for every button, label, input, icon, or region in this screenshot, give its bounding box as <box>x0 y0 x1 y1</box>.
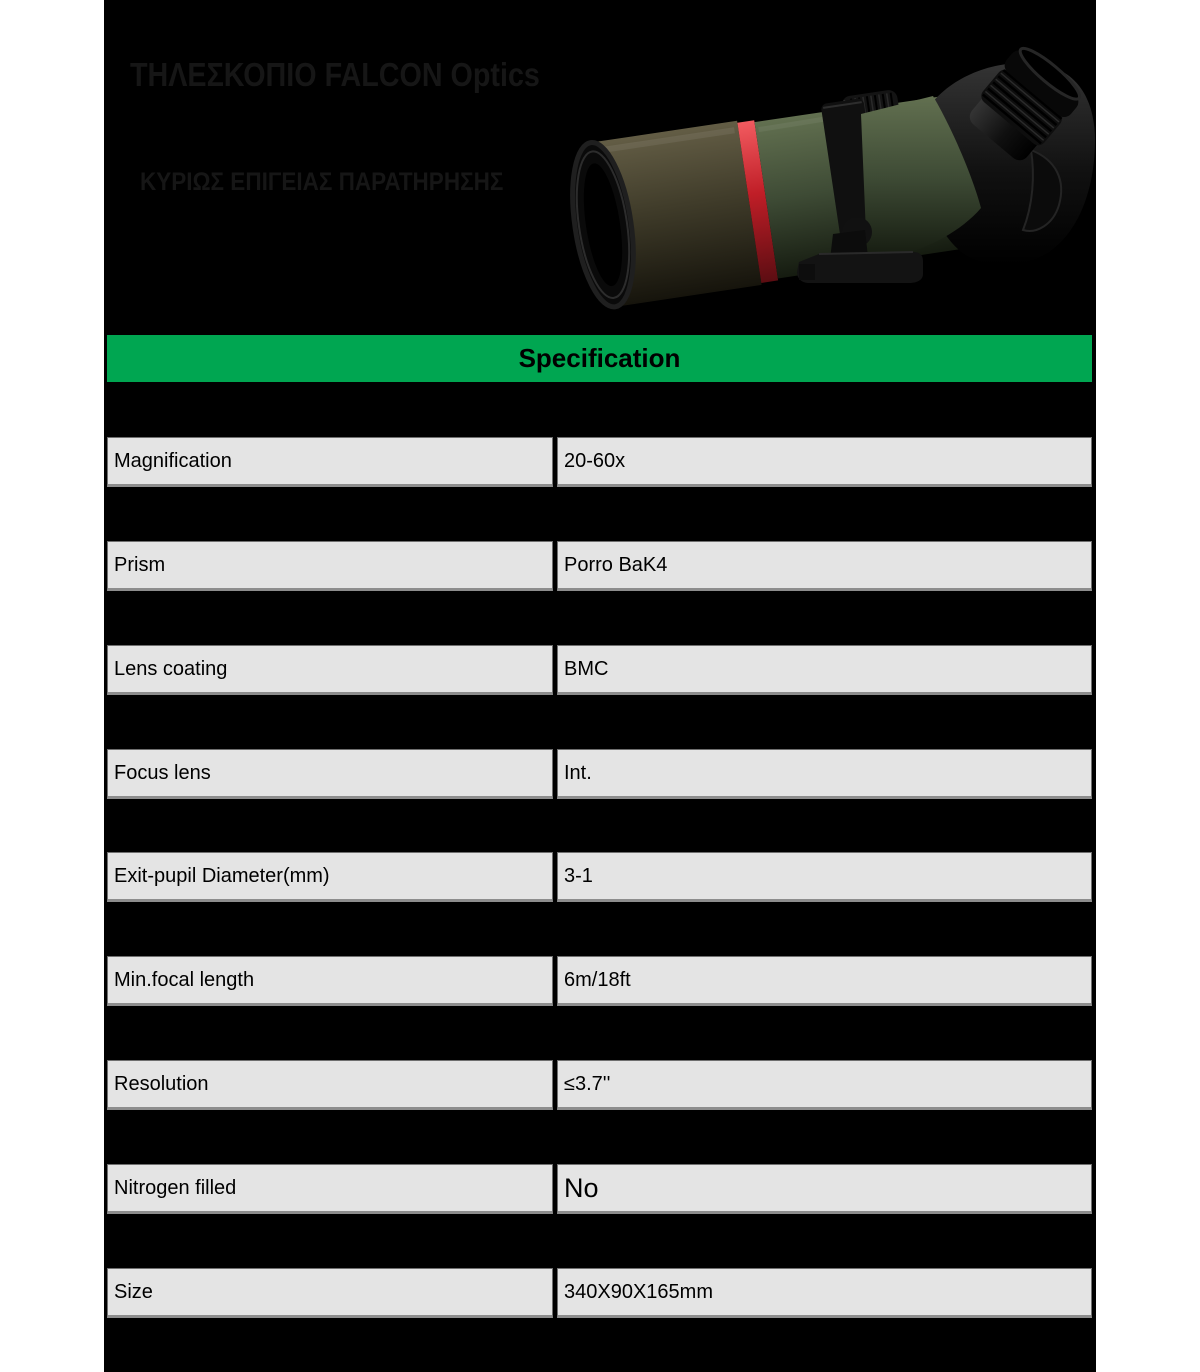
product-title: ΤΗΛΕΣΚΟΠΙΟ FALCON Optics <box>130 56 540 93</box>
spec-label-cell: Focus lens <box>107 749 553 799</box>
spec-row <box>104 749 1096 799</box>
spec-label-cell: Nitrogen filled <box>107 1164 553 1214</box>
spec-value-cell: No <box>557 1164 1092 1214</box>
spec-label-cell: Size <box>107 1268 553 1318</box>
spec-value-cell: 20-60x <box>557 437 1092 487</box>
spec-label-cell: Min.focal length <box>107 956 553 1006</box>
spec-value-cell: Porro BaK4 <box>557 541 1092 591</box>
spec-header-label: Specification <box>518 343 681 373</box>
spec-row <box>104 541 1096 591</box>
spec-value-cell: 6m/18ft <box>557 956 1092 1006</box>
product-spec-panel <box>104 0 1096 1372</box>
spec-label-cell: Magnification <box>107 437 553 487</box>
product-subtitle: ΚΥΡΙΩΣ ΕΠΙΓΕΙΑΣ ΠΑΡΑΤΗΡΗΣΗΣ <box>140 168 504 196</box>
spec-row <box>104 956 1096 1006</box>
spec-row <box>104 437 1096 487</box>
spec-table <box>104 0 1096 1372</box>
spec-row <box>104 1164 1096 1214</box>
spec-label-cell: Lens coating <box>107 645 553 695</box>
spec-row <box>104 1060 1096 1110</box>
spec-label-cell: Resolution <box>107 1060 553 1110</box>
spec-row <box>104 852 1096 902</box>
spec-value-cell: Int. <box>557 749 1092 799</box>
spec-value-cell: BMC <box>557 645 1092 695</box>
spec-value-cell: ≤3.7'' <box>557 1060 1092 1110</box>
spec-value-cell: 340X90X165mm <box>557 1268 1092 1318</box>
spec-row <box>104 1268 1096 1318</box>
spec-label-cell: Exit-pupil Diameter(mm) <box>107 852 553 902</box>
spec-label-cell: Prism <box>107 541 553 591</box>
spec-value-cell: 3-1 <box>557 852 1092 902</box>
spec-row <box>104 645 1096 695</box>
